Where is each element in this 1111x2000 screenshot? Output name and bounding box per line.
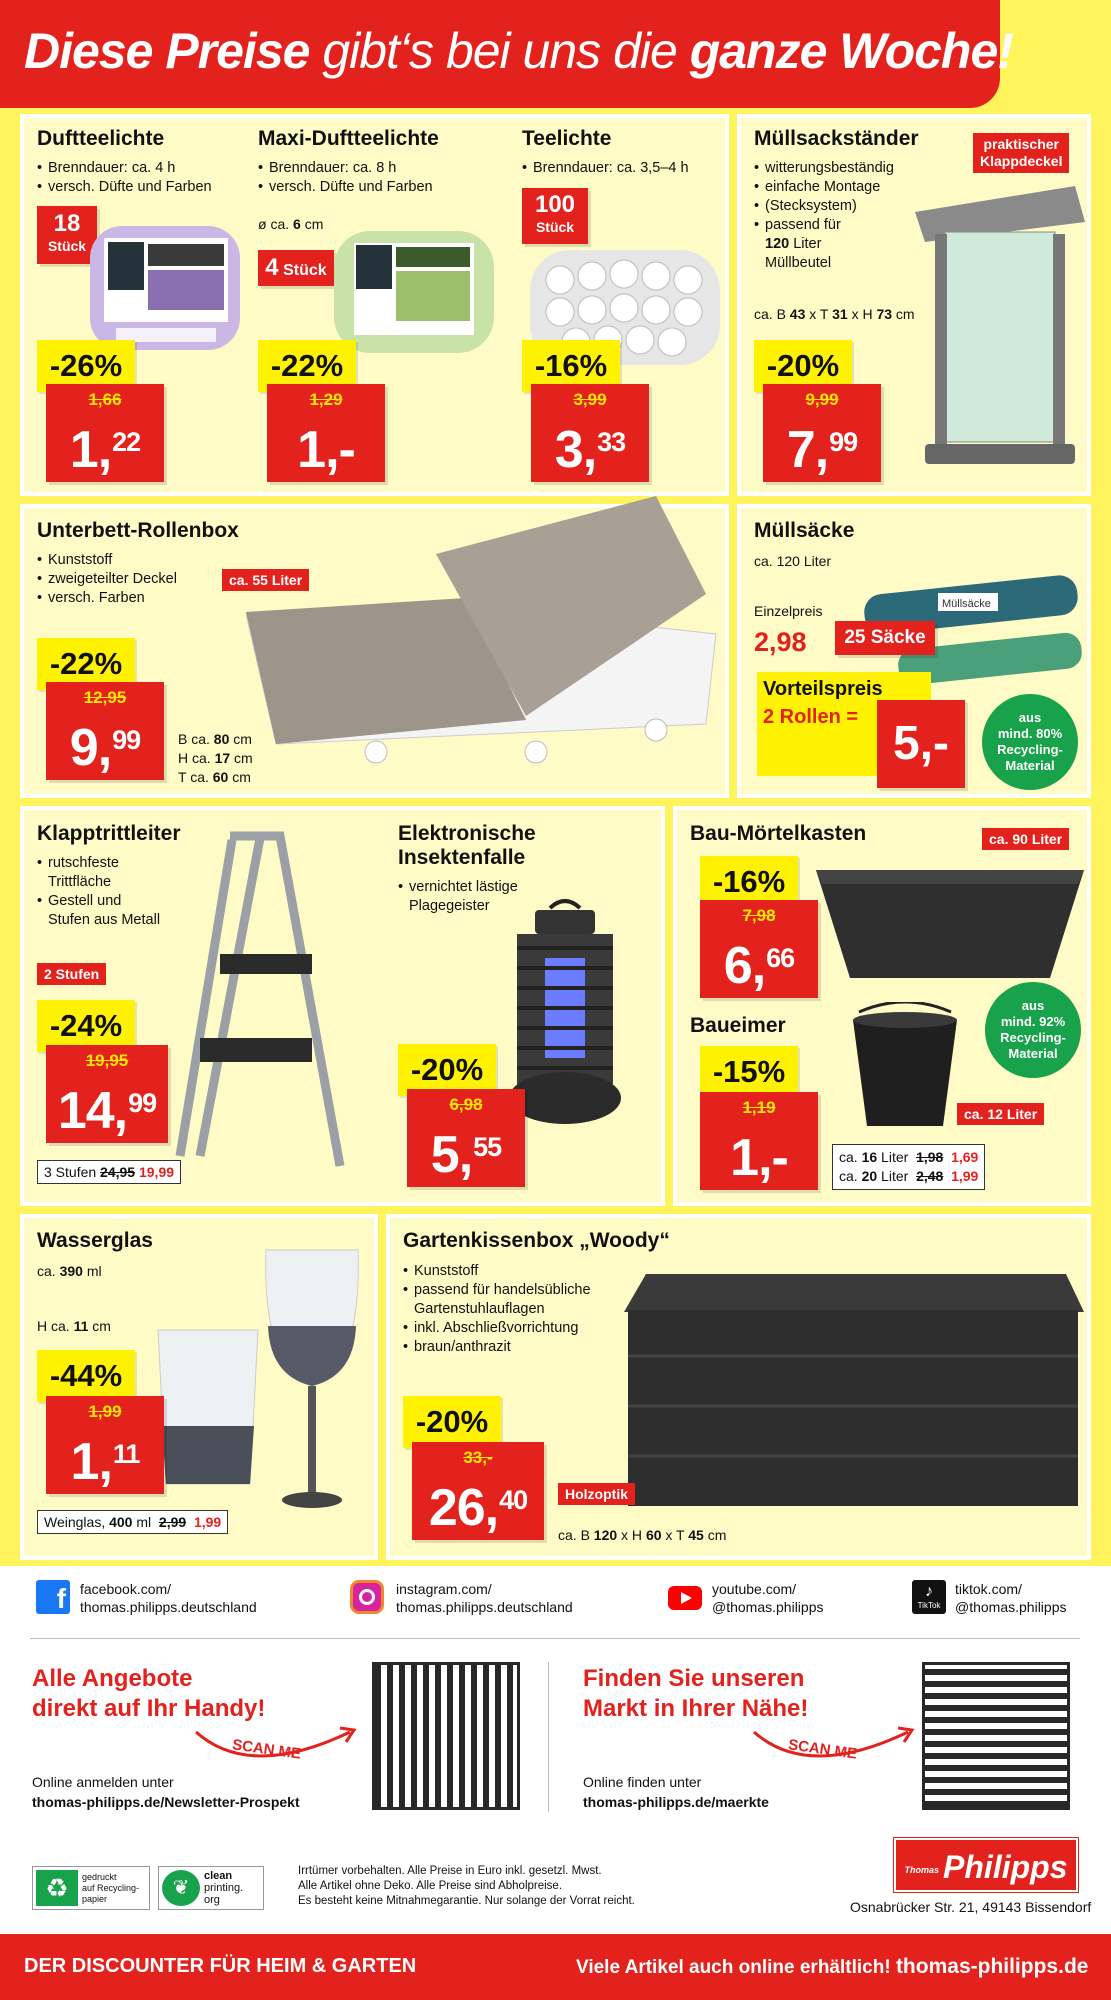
roll-capacity-badge: ca. 55 Liter — [222, 569, 309, 591]
promo-right-scan-me: SCAN ME — [787, 1736, 859, 1763]
kissen-dimensions: ca. B 120 x H 60 x T 45 cm — [558, 1527, 727, 1543]
social-instagram-link[interactable]: instagram.com/ thomas.philipps.deutschland — [396, 1581, 573, 1615]
roll-product-image — [236, 494, 722, 768]
leiter-new-price: 14,99 — [57, 1082, 157, 1140]
eimer-product-image — [845, 1002, 965, 1132]
kissen-old-price: 33,- — [463, 1448, 493, 1467]
tee-title: Teelichte — [522, 127, 612, 150]
duft-new-price: 1,22 — [69, 421, 141, 479]
tee-price-box — [531, 384, 649, 482]
glas-height: H ca. 11 cm — [37, 1318, 111, 1334]
roll-discount: -22% — [37, 638, 135, 690]
muell-bullets: • witterungsbeständig • einfache Montage — [754, 159, 894, 197]
insekt-old-price: 6,98 — [449, 1095, 483, 1114]
maxi-bullets: • Brenndauer: ca. 8 h • versch. Düfte und Farben — [258, 159, 433, 197]
duft-price-box — [46, 384, 164, 482]
glas-volume: ca. 390 ml — [37, 1263, 102, 1279]
leiter-alt-price: 3 Stufen 24,95 19,99 — [37, 1160, 181, 1184]
maxi-old-price: 1,29 — [309, 390, 343, 409]
tee-discount: -16% — [522, 340, 620, 392]
facebook-icon[interactable]: f — [36, 1580, 70, 1614]
kissen-title: Gartenkissenbox „Woody“ — [403, 1229, 670, 1252]
moertel-old-price: 7,98 — [742, 906, 776, 925]
promo-right-heading: Finden Sie unseren Markt in Ihrer Nähe! — [583, 1665, 809, 1722]
moertel-discount: -16% — [700, 856, 798, 908]
leiter-title: Klapptrittleiter — [37, 822, 181, 845]
kissen-holzoptik-badge: Holzoptik — [558, 1483, 635, 1505]
saecke-vorteil-label: Vorteilspreis — [763, 678, 883, 700]
maerkte-qr-code[interactable] — [922, 1662, 1070, 1810]
promo-left-text: Online anmelden unter thomas-philipps.de/Newsletter-Prospekt — [32, 1774, 300, 1810]
kissen-product-image — [616, 1266, 1086, 1516]
duft-bullets: • Brenndauer: ca. 4 h • versch. Düfte und Farben — [37, 159, 212, 197]
promo-divider — [548, 1662, 549, 1812]
insekt-bullet-cont: Plagegeister — [409, 898, 490, 914]
roll-price-box — [46, 682, 164, 780]
leiter-old-price: 19,95 — [85, 1051, 129, 1070]
tee-bullets: • Brenndauer: ca. 3,5–4 h — [522, 159, 689, 178]
saecke-count-badge: 25 Säcke — [835, 621, 935, 655]
duft-old-price: 1,66 — [88, 390, 122, 409]
kissen-new-price: 26,40 — [428, 1479, 528, 1537]
kissen-discount: -20% — [403, 1396, 501, 1448]
insekt-discount: -20% — [398, 1044, 496, 1096]
leiter-bullets: • rutschfeste — [37, 854, 119, 873]
header-title: Diese Preise gibt‘s bei uns die ganze Woche! — [24, 23, 1013, 79]
eimer-old-price: 1,19 — [742, 1098, 776, 1117]
maxi-discount: -22% — [258, 340, 356, 392]
muell-capacity: 120 Liter Müllbeutel — [765, 236, 832, 271]
leaf-icon: ❦ — [162, 1870, 200, 1906]
muell-title: Müllsackständer — [754, 127, 919, 150]
promo-left-scan-me: SCAN ME — [231, 1736, 303, 1763]
saecke-price: 5,- — [877, 700, 965, 788]
clean-printing-logo: ❦ clean printing. org — [158, 1866, 264, 1910]
muell-badge: praktischer Klappdeckel — [973, 133, 1069, 173]
promo-right-text: Online finden unter thomas-philipps.de/maerkte — [583, 1774, 769, 1810]
tee-old-price: 3,99 — [573, 390, 607, 409]
recycling-paper-logo: ♻ gedruckt auf Recycling- papier — [32, 1866, 150, 1910]
newsletter-qr-code[interactable] — [372, 1662, 520, 1810]
saecke-einzel-label: Einzelpreis — [754, 603, 823, 619]
glas-discount: -44% — [37, 1350, 135, 1402]
footer-divider — [30, 1638, 1080, 1639]
tiktok-icon[interactable]: ♪ TikTok — [912, 1580, 946, 1614]
insekt-new-price: 5,55 — [430, 1126, 502, 1184]
saecke-subtitle: ca. 120 Liter — [754, 553, 832, 569]
muell-bullets-extra: (Stecksystem) — [765, 198, 857, 214]
tee-new-price: 3,33 — [554, 421, 626, 479]
maxi-quantity-badge: 4 Stück — [258, 250, 334, 286]
muell-discount: -20% — [754, 340, 852, 392]
moertel-price-box — [700, 900, 818, 998]
moertel-recycling-badge: aus mind. 92% Recycling- Material — [985, 982, 1081, 1078]
glas-new-price: 1,11 — [70, 1433, 140, 1491]
roll-old-price: 12,95 — [83, 688, 127, 707]
duft-product-image — [86, 218, 246, 360]
roll-title: Unterbett-Rollenbox — [37, 519, 239, 542]
muell-price-box — [763, 384, 881, 482]
roll-new-price: 9,99 — [69, 719, 141, 777]
maxi-title: Maxi-Duftteelichte — [258, 127, 439, 150]
glas-title: Wasserglas — [37, 1229, 153, 1252]
tee-quantity-badge: 100 Stück — [522, 188, 588, 244]
kissen-bullets-2: • inkl. Abschließvorrichtung • braun/anthrazit — [403, 1319, 578, 1357]
legal-text: Irrtümer vorbehalten. Alle Preise in Euro inkl. gesetzl. Mwst. Alle Artikel ohne Deko. Alle Preise sind Abholpreise. Es besteht keine Mitnahmegarantie. Nur solange der Vorrat reicht. — [298, 1865, 635, 1907]
duft-discount: -26% — [37, 340, 135, 392]
kissen-price-box — [412, 1442, 544, 1540]
leiter-bullet-cont2: Stufen aus Metall — [48, 912, 161, 928]
eimer-discount: -15% — [700, 1046, 798, 1098]
leiter-price-box — [46, 1045, 168, 1143]
eimer-title: Baueimer — [690, 1014, 786, 1037]
leiter-steps-badge: 2 Stufen — [37, 963, 106, 985]
eimer-size-prices: ca. 16 Liter 1,98 1,69 ca. 20 Liter 2,48 1,99 — [832, 1144, 985, 1190]
instagram-icon[interactable] — [350, 1580, 384, 1614]
eimer-capacity-badge: ca. 12 Liter — [957, 1103, 1044, 1125]
eimer-new-price: 1,- — [730, 1129, 788, 1187]
moertel-title: Bau-Mörtelkasten — [690, 822, 867, 845]
store-address: Osnabrücker Str. 21, 49143 Bissendorf — [850, 1899, 1092, 1915]
maxi-new-price: 1,- — [297, 421, 355, 479]
saecke-recycling-badge: aus mind. 80% Recycling- Material — [982, 694, 1078, 790]
maxi-diameter: ø ca. 6 cm — [258, 216, 324, 232]
duft-quantity-badge: 18 Stück — [37, 206, 97, 264]
philipps-logo[interactable]: Thomas Philipps — [894, 1838, 1078, 1892]
social-tiktok-link[interactable]: tiktok.com/ @thomas.philipps — [955, 1581, 1067, 1615]
moertel-capacity-badge: ca. 90 Liter — [982, 828, 1069, 850]
muell-dimensions: ca. B 43 x T 31 x H 73 cm — [754, 306, 915, 322]
muell-new-price: 7,99 — [786, 421, 858, 479]
social-facebook-link[interactable]: facebook.com/ thomas.philipps.deutschland — [80, 1581, 257, 1615]
leiter-bullet-cont1: Trittfläche — [48, 874, 112, 890]
recycle-icon: ♻ — [36, 1870, 78, 1906]
muell-bullets-2: • passend für — [754, 216, 841, 235]
roll-dimensions: B ca. 80 cm H ca. 17 cm T ca. 60 cm — [178, 731, 253, 785]
muell-old-price: 9,99 — [805, 390, 839, 409]
svg-text:Müllsäcke: Müllsäcke — [942, 598, 991, 610]
bottom-bar-slogan: DER DISCOUNTER FÜR HEIM & GARTEN — [24, 1955, 417, 1977]
leiter-discount: -24% — [37, 1000, 135, 1052]
roll-bullets: • Kunststoff • zweigeteilter Deckel • versch. Farben — [37, 551, 177, 608]
saecke-vorteil-text: 2 Rollen = — [763, 706, 859, 728]
moertel-product-image — [810, 852, 1090, 988]
kissen-bullets: • Kunststoff • passend für handelsübliche — [403, 1262, 591, 1300]
glas-product-image — [150, 1246, 370, 1516]
glas-alt-price: Weinglas, 400 ml 2,99 1,99 — [37, 1510, 228, 1534]
youtube-icon[interactable] — [668, 1586, 702, 1610]
muell-product-image — [905, 182, 1090, 482]
moertel-new-price: 6,66 — [723, 937, 795, 995]
glas-old-price: 1,99 — [88, 1402, 122, 1421]
duft-title: Duftteelichte — [37, 127, 165, 150]
saecke-einzel-price: 2,98 — [754, 627, 807, 657]
maxi-price-box — [267, 384, 385, 482]
insekt-bullets: • vernichtet lästige — [398, 878, 518, 897]
saecke-title: Müllsäcke — [754, 519, 855, 542]
kissen-bullet-cont: Gartenstuhlauflagen — [414, 1301, 545, 1317]
insekt-price-box — [407, 1089, 525, 1187]
eimer-price-box — [700, 1092, 818, 1190]
bottom-bar-online[interactable]: Viele Artikel auch online erhältlich! thomas-philipps.de — [576, 1955, 1089, 1978]
insekt-title: Elektronische Insektenfalle — [398, 822, 536, 869]
glas-price-box — [46, 1396, 164, 1494]
leiter-product-image — [160, 826, 360, 1182]
leiter-bullets-2: • Gestell und — [37, 892, 121, 911]
promo-left-heading: Alle Angebote direkt auf Ihr Handy! — [32, 1665, 266, 1722]
social-youtube-link[interactable]: youtube.com/ @thomas.philipps — [712, 1581, 824, 1615]
